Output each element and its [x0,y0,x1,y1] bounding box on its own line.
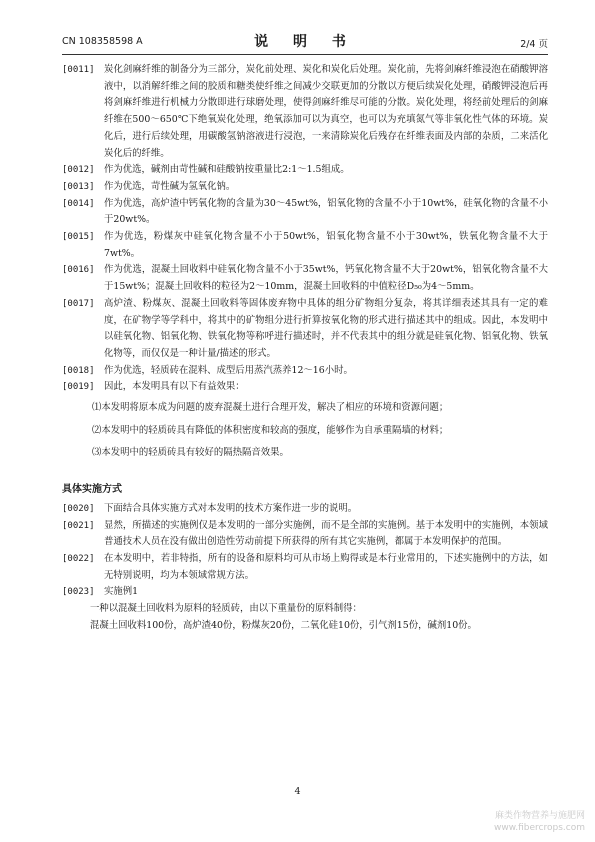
watermark-line: 麻类作物营养与施肥网 [494,811,585,821]
paragraph-number: [0016] [62,265,95,276]
paragraph-number: [0011] [62,65,95,75]
paragraph-text: 下面结合具体实施方式对本发明的技术方案作进一步的说明。 [104,502,358,514]
paragraph-number: [0012] [62,165,95,176]
paragraph [62,518,548,551]
example-line: 混凝土回收料100份，高炉渣40份，粉煤灰20份，二氧化硅10份，引气剂15份，碱剂10份。 [90,619,477,631]
page-fraction: 2/4 页 [520,39,548,50]
paragraph-number: [0018] [62,365,95,376]
paragraph-number: [0013] [62,181,95,192]
paragraph [62,363,548,380]
paragraph [62,262,548,295]
paragraph-number: [0021] [62,520,95,531]
paragraph-number: [0022] [62,553,95,564]
paragraph-text: 实施例1 [104,586,139,598]
paragraph-text: 在本发明中，若非特指，所有的设备和原料均可从市场上购得或是本行业常用的，下述实施例中的方法，如无特别说明，均为本领域常规方法。 [104,552,548,581]
paragraph-text: 因此，本发明具有以下有益效果： [104,381,245,393]
paragraph-number: [0023] [62,587,95,598]
paragraph [62,296,548,363]
paragraph [62,179,548,196]
paragraph [62,162,548,179]
paragraph-text: 作为优选，碱剂由苛性碱和硅酸钠按重量比2:1～1.5组成。 [104,164,350,176]
publication-number: CN 108358598 A [62,36,143,47]
paragraph-text: 作为优选，轻质砖在混料、成型后用蒸汽蒸养12～16小时。 [104,364,353,376]
paragraph [62,62,548,162]
paragraph-number: [0017] [62,298,95,309]
page-number: 4 [294,786,301,797]
paragraph-number: [0015] [62,232,95,243]
page-header [62,28,548,52]
paragraph [62,551,548,584]
watermark-url: www.fibercrops.com [494,823,585,833]
watermark [494,810,585,834]
header-rule [62,54,548,55]
paragraph-text: 高炉渣、粉煤灰、混凝土回收料等固体废弃物中具体的组分矿物组分复杂，将其详细表述其具有一定的难度，在矿物学等学科中，将其中的矿物组分进行折算按氧化物的形式进行描述其中的组成。因此，本发明中以硅氧化物、铝氧化物、铁氧化物等称呼进行描述时，并不代表其中的组分就是硅氧化物、铝氧化物、铁氧化物等，而仅仅是一种计量/描述的形式。 [104,297,548,359]
paragraph [62,584,548,601]
paragraph [62,379,548,396]
benefit-item: ⑵本发明中的轻质砖具有降低的体积密度和较高的强度，能够作为自承重隔墙的材料； [92,424,449,436]
paragraph-number: [0020] [62,503,95,514]
benefit-item: ⑶本发明中的轻质砖具有较好的隔热隔音效果。 [92,447,289,459]
paragraph-text: 作为优选，高炉渣中钙氧化物的含量为30～45wt%，铝氧化物的含量不小于10wt%，硅氧化物的含量不小于20wt%。 [104,197,548,226]
document-body [62,62,548,635]
paragraph-text: 显然，所描述的实施例仅是本发明的一部分实施例，而不是全部的实施例。基于本发明中的实施例，本领域普通技术人员在没有做出创造性劳动前提下所获得的所有其它实施例，都属于本发明保护的范围。 [104,519,548,548]
paragraph-number: [0019] [62,382,95,393]
paragraph-text: 作为优选，混凝土回收料中硅氧化物含量不小于35wt%，钙氧化物含量不大于20wt%，铝氧化物含量不大于15wt%；混凝土回收料的粒径为2～10mm，混凝土回收料的中值粒径D₅₀为4～5mm。 [104,264,548,293]
benefit-item: ⑴本发明将原本成为问题的废弃混凝土进行合理开发，解决了相应的环境和资源问题； [92,402,449,414]
paragraph-number: [0014] [62,198,95,209]
section-heading: 具体实施方式 [62,484,122,496]
example-line: 一种以混凝土回收料为原料的轻质砖，由以下重量份的原料制得： [90,603,362,615]
paragraph-text: 作为优选，粉煤灰中硅氧化物含量不小于50wt%，铝氧化物含量不小于30wt%，铁氧化物含量不大于7wt%。 [104,231,548,259]
paragraph-text: 作为优选，苛性碱为氢氧化钠。 [104,180,236,192]
paragraph [62,229,548,262]
paragraph-text: 炭化剑麻纤维的制备分为三部分，炭化前处理、炭化和炭化后处理。炭化前，先将剑麻纤维浸泡在硝酸钾溶液中，以消解纤维之间的胶质和糖类使纤维之间减少交联更加的分散以方便后续炭化处理，硝酸钾浸泡后再将剑麻纤维进行机械力分散即进行球磨处理，使得剑麻纤维尽可能的分散。炭化处理，将经前处理后的剑麻纤维在500～650℃下绝氧炭化处理，绝氧添加可以为真空，也可以为充填氮气等非氧化性气体的环境。炭化后，进行后续处理，用碳酸氢钠溶液进行浸泡，一来清除炭化后残存在纤维表面及内部的杂质，二来活化炭化后的纤维。 [104,64,548,159]
paragraph [62,196,548,229]
paragraph [62,501,548,518]
document-title: 说 明 书 [254,34,356,50]
